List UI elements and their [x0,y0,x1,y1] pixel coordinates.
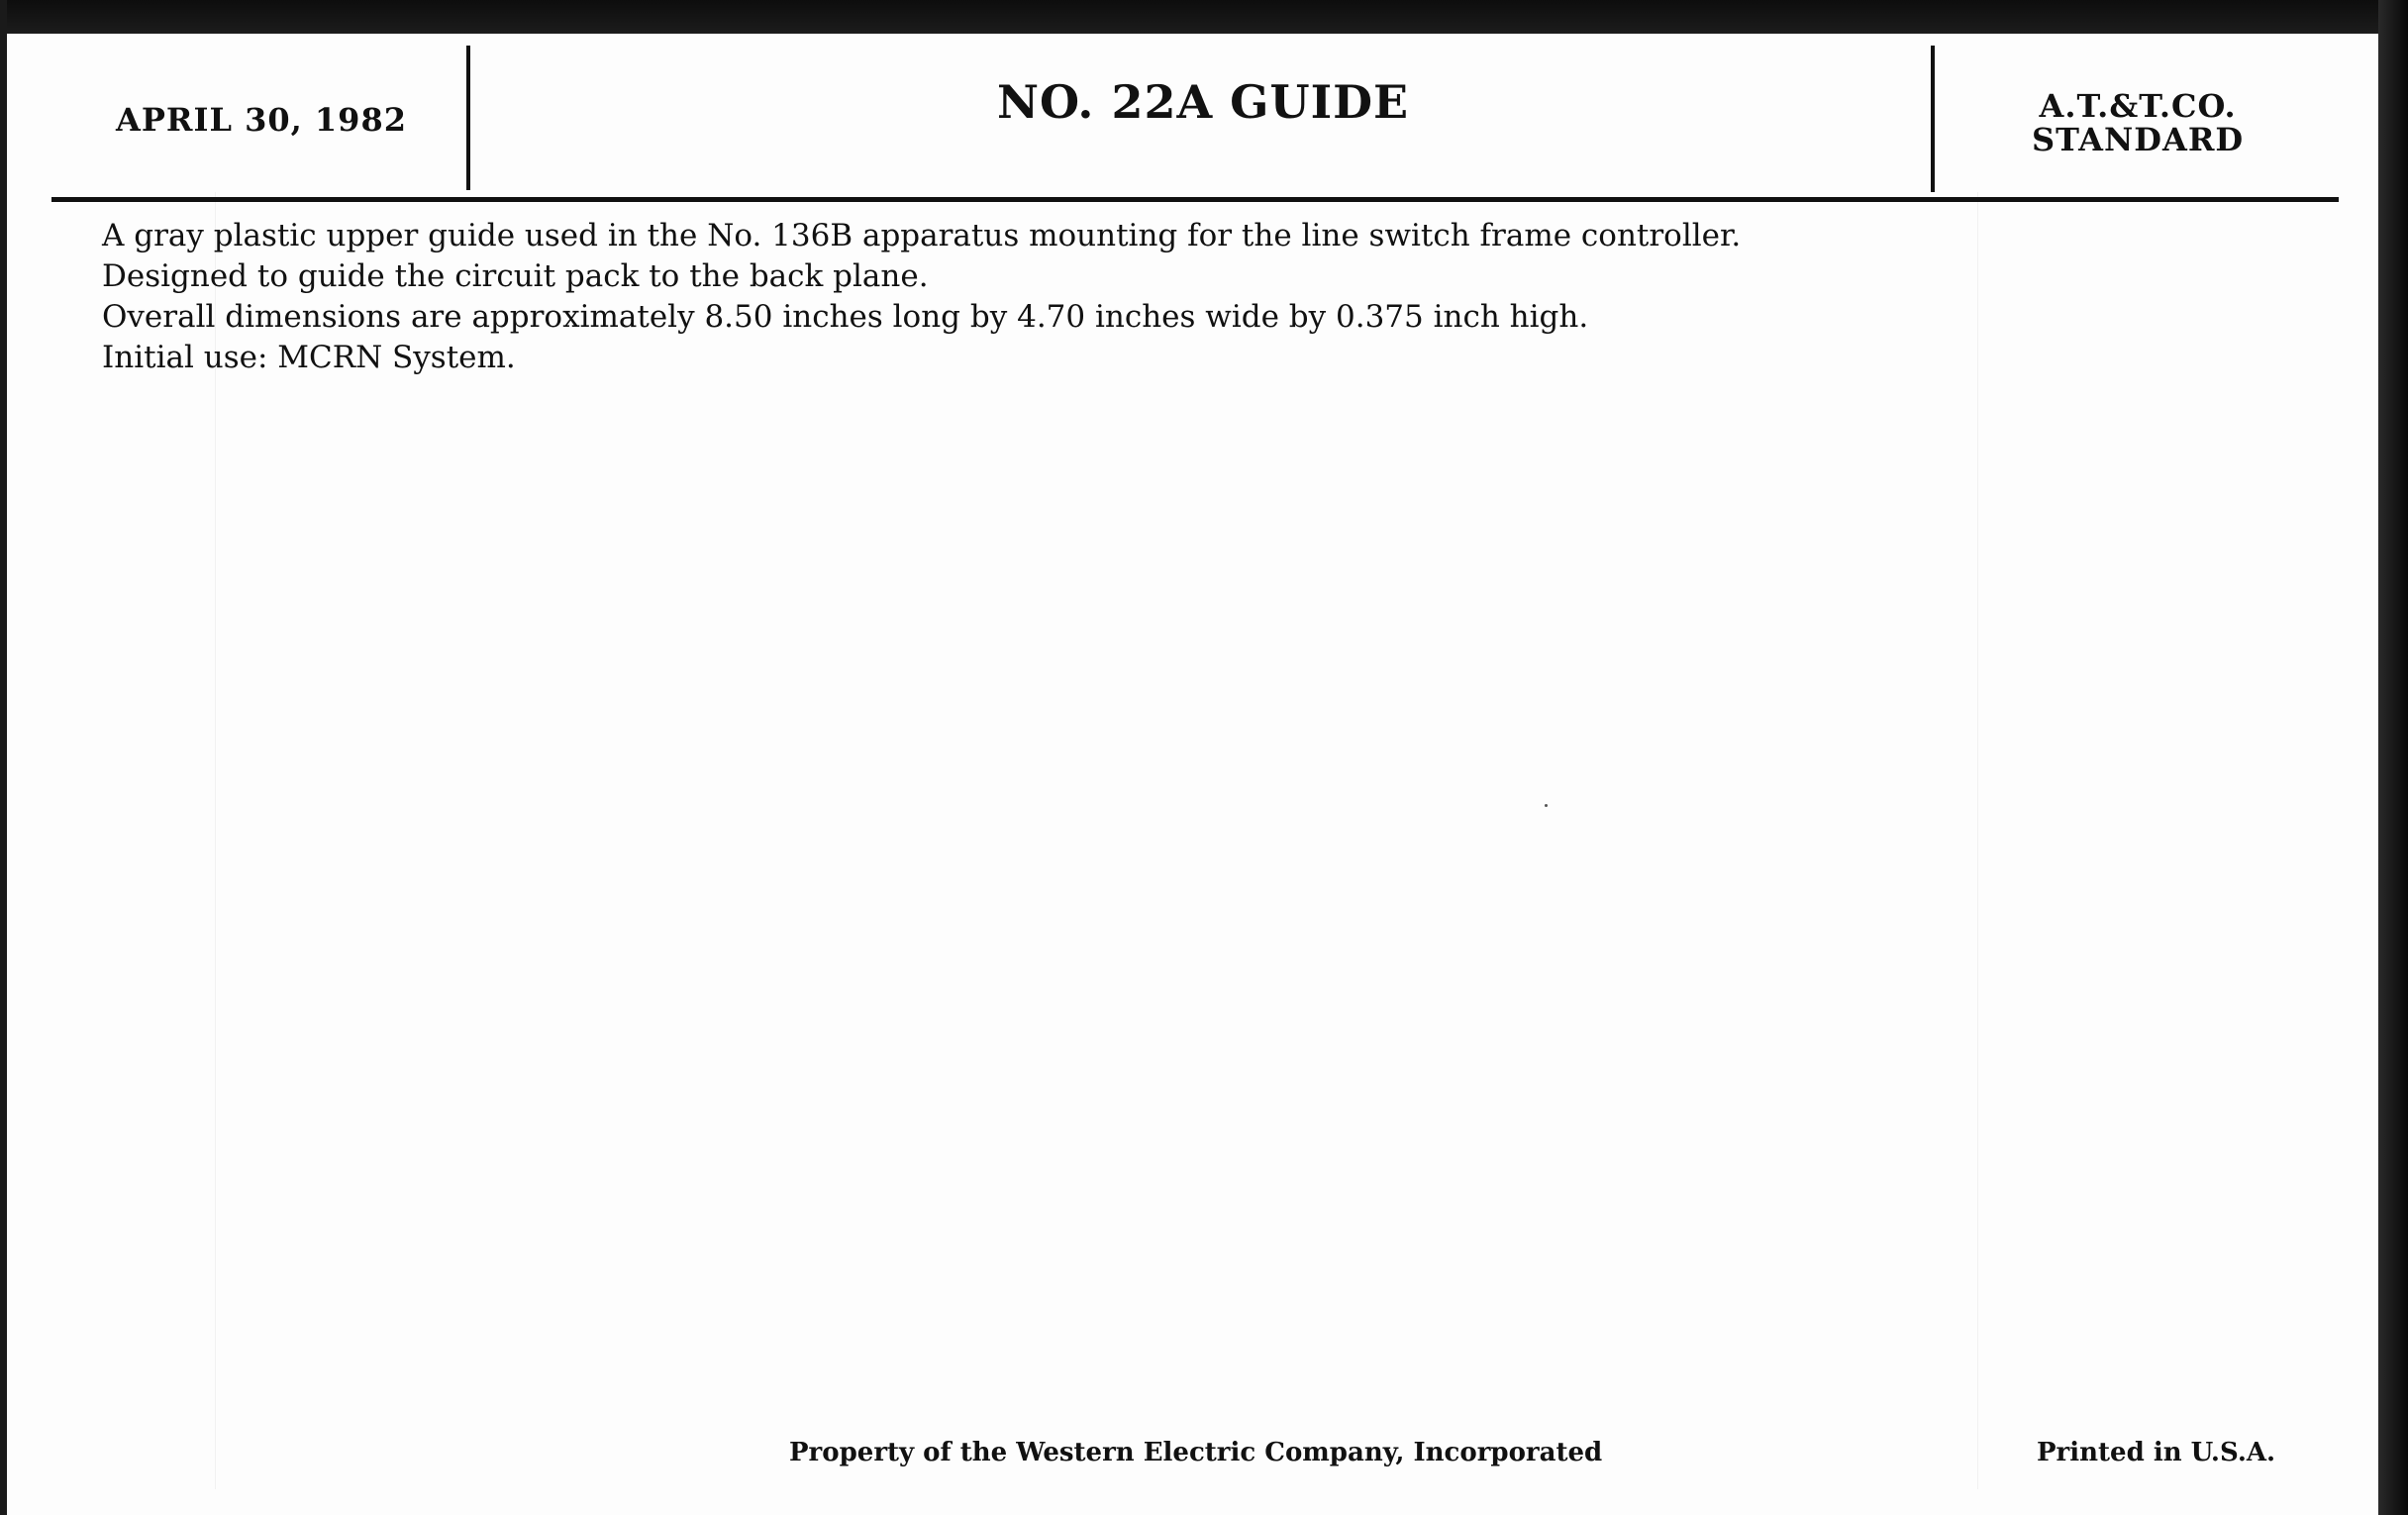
description-line: A gray plastic upper guide used in the No. 136B apparatus mounting for the line switch frame controller. [102,218,1742,253]
description-line: Overall dimensions are approximately 8.50 inches long by 4.70 inches wide by 0.375 inch high. [102,299,1589,335]
document-title: NO. 22A GUIDE [997,75,1410,129]
header-divider-right [1931,46,1935,192]
dust-speck [1545,804,1548,807]
description-block [102,216,1741,378]
scanner-edge-left [0,0,7,1515]
description-line: Initial use: MCRN System. [102,340,516,375]
standard-line-1: A.T.&T.CO. [2039,87,2237,125]
paper-fold-mark [215,192,216,1489]
paper-fold-mark [1977,192,1978,1489]
specification-card [7,34,2378,1515]
standard-mark [2032,89,2244,156]
property-notice: Property of the Western Electric Company, Incorporated [789,1438,1603,1467]
header-rule [51,197,2339,202]
issue-date: APRIL 30, 1982 [116,101,407,139]
header-divider-left [466,46,470,190]
scanner-edge-top [0,0,2408,34]
standard-line-2: STANDARD [2032,121,2245,158]
description-line: Designed to guide the circuit pack to the back plane. [102,258,929,294]
printed-notice: Printed in U.S.A. [2037,1438,2276,1467]
scanner-edge-right [2378,0,2408,1515]
